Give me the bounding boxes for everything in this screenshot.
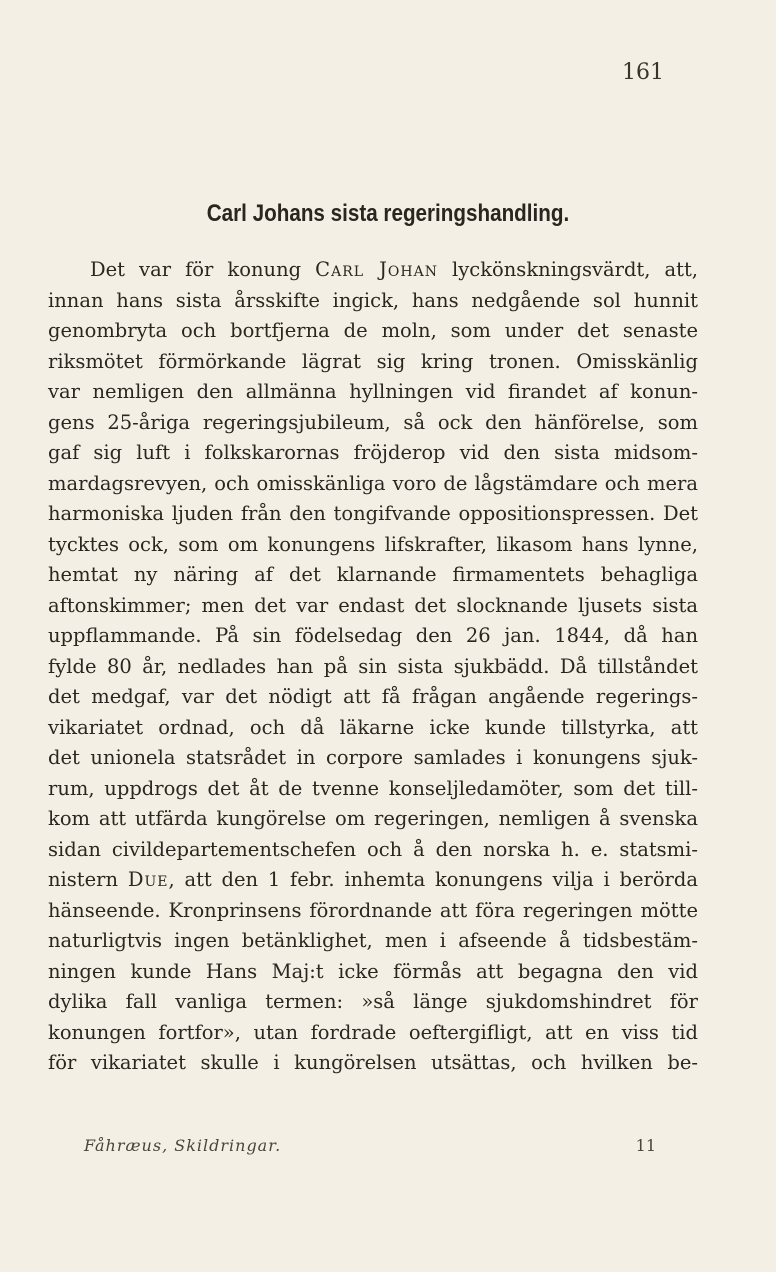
text-line: innan hans sista årsskifte ingick, hans nedgående sol hunnit <box>48 288 698 312</box>
text-line: mardagsrevyen, och omisskänliga voro de lågstämdare och mera <box>48 471 698 495</box>
body-text <box>48 255 698 1079</box>
text-line: sidan civildepartementschefen och å den norska h. e. statsmi- <box>48 837 698 861</box>
name-small-caps: Carl Johan <box>315 258 438 281</box>
text-line: uppflammande. På sin födelsedag den 26 jan. 1844, då han <box>48 624 698 647</box>
text-segment: nistern <box>48 868 128 891</box>
text-line: vikariatet ordnad, och då läkarne icke kunde tillstyrka, att <box>48 715 698 739</box>
text-line: riksmötet förmörkande lägrat sig kring tronen. Omisskänlig <box>48 349 698 373</box>
text-line: ningen kunde Hans Maj:t icke förmås att begagna den vid <box>48 959 698 983</box>
text-segment: , att den 1 febr. inhemta konungens vilja i berörda <box>168 868 698 891</box>
text-line: var nemligen den allmänna hyllningen vid firandet af konun- <box>48 380 698 403</box>
text-line: för vikariatet skulle i kungörelsen utsättas, och hvilken be- <box>48 1051 698 1074</box>
text-line <box>48 865 698 896</box>
text-segment: Det var för konung <box>90 258 316 281</box>
footer-signature: Fåhræus, Skildringar. <box>84 1136 282 1155</box>
text-line: kom att utfärda kungörelse om regeringen, nemligen å svenska <box>48 807 698 830</box>
text-line: rum, uppdrogs det åt de tvenne konseljledamöter, som det till- <box>48 776 698 800</box>
text-line: det medgaf, var det nödigt att få frågan angående regerings- <box>48 685 698 708</box>
text-line: det unionela statsrådet in corpore samlades i konungens sjuk- <box>48 746 698 769</box>
text-line: hänseende. Kronprinsens förordnande att föra regeringen mötte <box>48 898 698 922</box>
text-line <box>48 255 698 286</box>
text-line: aftonskimmer; men det var endast det slocknande ljusets sista <box>48 593 698 617</box>
text-line: harmoniska ljuden från den tongifvande oppositionspressen. Det <box>48 502 698 525</box>
text-line: fylde 80 år, nedlades han på sin sista sjukbädd. Då tillståndet <box>48 654 698 678</box>
text-line: tycktes ock, som om konungens lifskrafter, likasom hans lynne, <box>48 532 698 556</box>
footer-sheet-number: 11 <box>635 1136 656 1155</box>
page-footer <box>84 1136 656 1155</box>
text-line: genombryta och bortfjerna de moln, som under det senaste <box>48 319 698 342</box>
text-line: konungen fortfor», utan fordrade oeftergifligt, att en viss tid <box>48 1020 698 1044</box>
name-small-caps: Due <box>127 868 169 891</box>
text-line: gens 25-åriga regeringsjubileum, så ock den hänförelse, som <box>48 410 698 434</box>
text-line: hemtat ny näring af det klarnande firmamentets behagliga <box>48 563 698 586</box>
text-line: dylika fall vanliga termen: »så länge sjukdomshindret för <box>48 990 698 1013</box>
text-segment: lyckönskningsvärdt, att, <box>437 258 699 281</box>
chapter-heading: Carl Johans sista regeringshandling. <box>206 200 570 227</box>
text-line: gaf sig luft i folkskarornas fröjderop vid den sista midsom- <box>48 441 698 464</box>
text-line: naturligtvis ingen betänklighet, men i afseende å tidsbestäm- <box>48 929 698 952</box>
page-number: 161 <box>622 60 664 85</box>
